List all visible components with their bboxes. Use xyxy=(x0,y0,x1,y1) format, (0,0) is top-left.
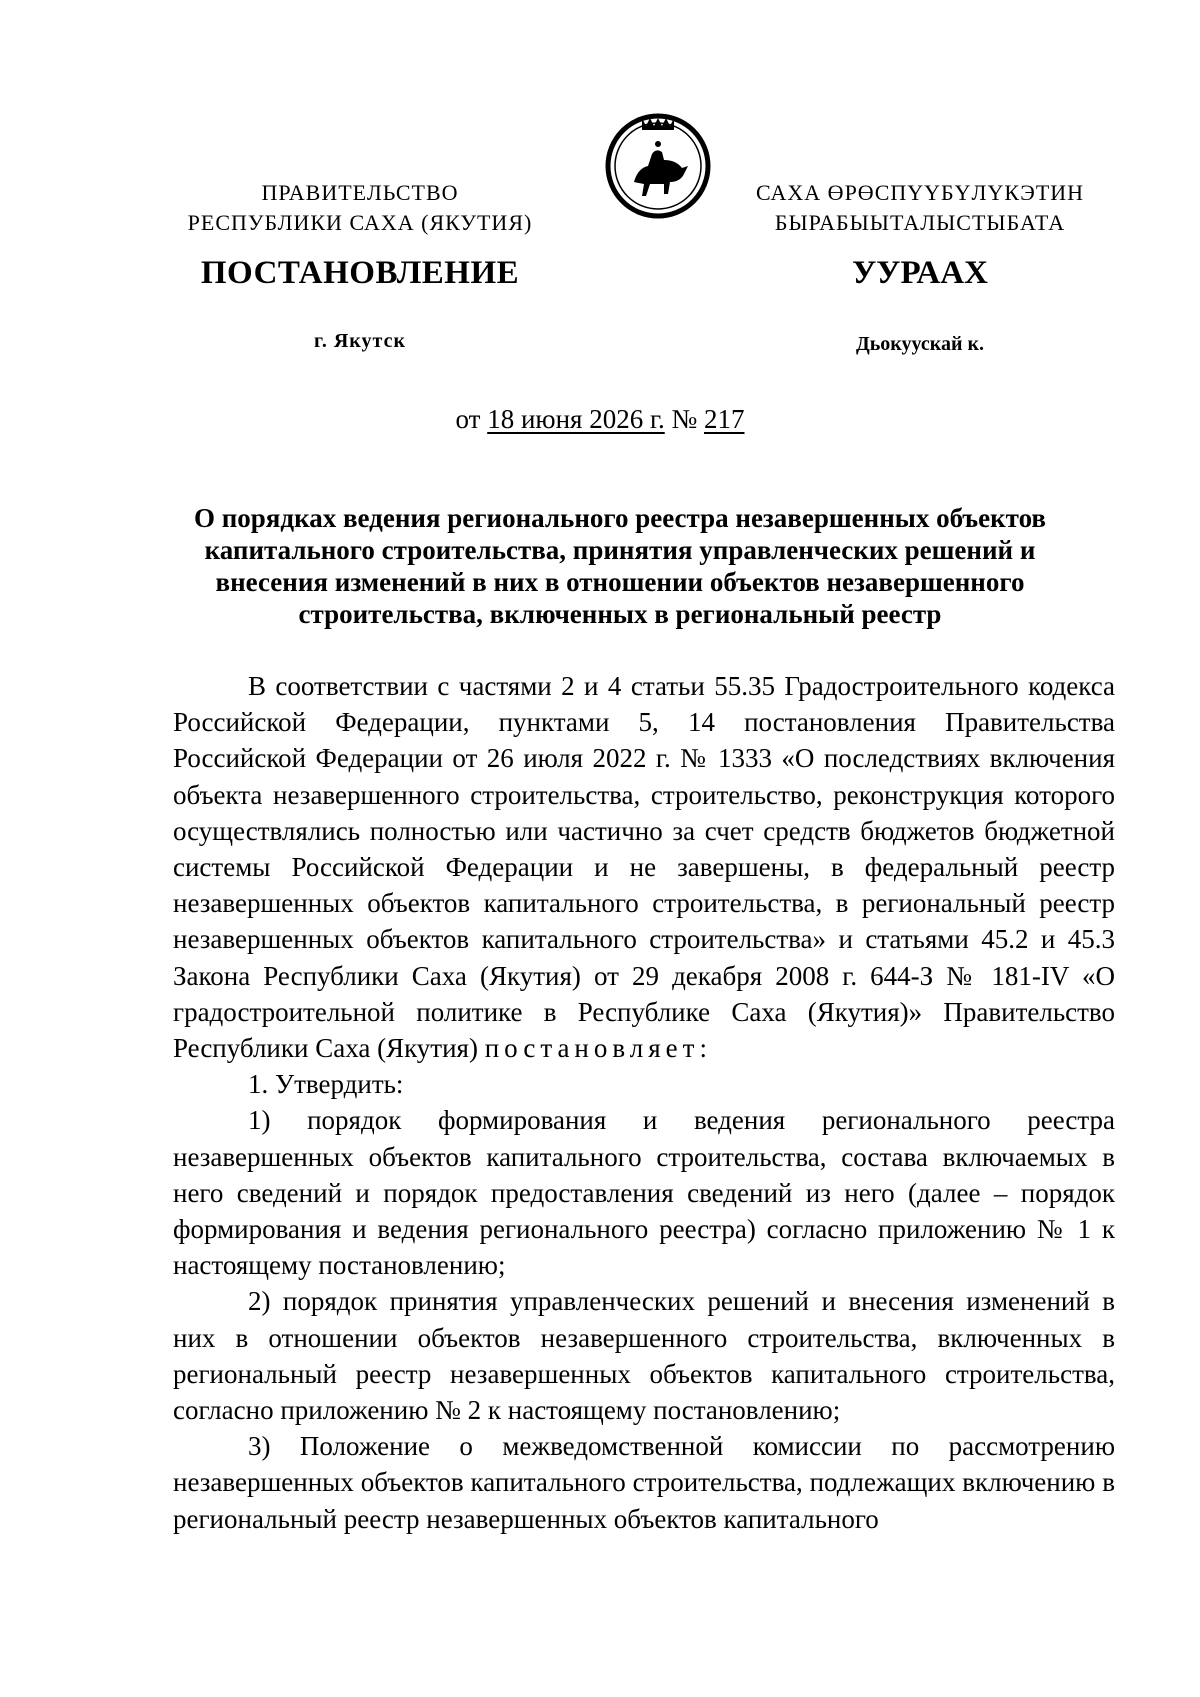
preamble-paragraph xyxy=(173,668,1115,1066)
sub-item-1: 1) порядок формирования и ведения регионального реестра незавершенных объектов капитального строительства, состава включаемых в него сведений и порядок предоставления сведений из него (далее – порядок формирования и ведения регионального реестра) согласно приложению № 1 к настоящему постановлению; xyxy=(173,1105,1115,1281)
preamble-text: В соответствии с частями 2 и 4 статьи 55.35 Градостроительного кодекса Российской Федерации, пунктами 5, 14 постановления Правительства Российской Федерации от 26 июля 2022 г. № 1333 «О последствиях включения объекта незавершенного строительства, строительство, реконструкция которого осуществлялись полностью или частично за счет средств бюджетов бюджетной системы Российской Федерации и не завершены, в федеральный реестр незавершенных объектов капитального строительства, в региональный реестр незавершенных объектов капитального строительства» и статьями 45.2 и 45.3 Закона Республики Саха (Якутия) от 29 декабря 2008 г. 644-З № 181-IV «О градостроительной политике в Республике Саха (Якутия)» Правительство Республики Саха (Якутия) xyxy=(173,671,1115,1064)
item-1: 1. Утвердить: xyxy=(248,1069,404,1100)
issuer-line-2: РЕСПУБЛИКИ САХА (ЯКУТИЯ) xyxy=(187,210,533,235)
sub-item-3: 3) Положение о межведомственной комиссии по рассмотрению незавершенных объектов капитального строительства, подлежащих включению в региональный реестр незавершенных объектов капитального xyxy=(173,1431,1115,1534)
date-prefix: от xyxy=(455,404,481,434)
city-russian: г. Якутск xyxy=(314,330,406,352)
document-number: 217 xyxy=(704,404,745,434)
number-sign: № xyxy=(671,404,698,434)
issuer-line-1: ПРАВИТЕЛЬСТВО xyxy=(261,180,459,205)
date-number-line xyxy=(0,404,1200,435)
document-body xyxy=(173,668,1115,1537)
sub-item-2: 2) порядок принятия управленческих решений и внесения изменений в них в отношении объектов незавершенного строительства, включенных в региональный реестр незавершенных объектов капитального строительства, согласно приложению № 2 к настоящему постановлению; xyxy=(173,1286,1115,1426)
coat-of-arms-icon xyxy=(604,112,712,220)
document-date: 18 июня 2026 г. xyxy=(487,404,665,434)
city-sakha: Дьокуускай к. xyxy=(855,333,985,355)
document-title: О порядках ведения регионального реестра незавершенных объектов капитального строительства, принятия управленческих решений и внесения изменений в них в отношении объектов незавершенного строительства, включенных в региональный реестр xyxy=(193,503,1047,629)
issuer-block-sakha xyxy=(720,178,1120,238)
issuer-line-2-sakha: БЫРАБЫЫТАЛЫСТЫБАТА xyxy=(774,210,1066,235)
document-type-russian: ПОСТАНОВЛЕНИЕ xyxy=(200,255,520,291)
issuer-line-1-sakha: САХА ӨРӨСПҮҮБҮЛҮКЭТИН xyxy=(755,180,1085,205)
issuer-block-russian xyxy=(140,178,580,238)
document-type-sakha: УУРААХ xyxy=(852,255,988,291)
decree-word: постановляет: xyxy=(484,1033,712,1064)
